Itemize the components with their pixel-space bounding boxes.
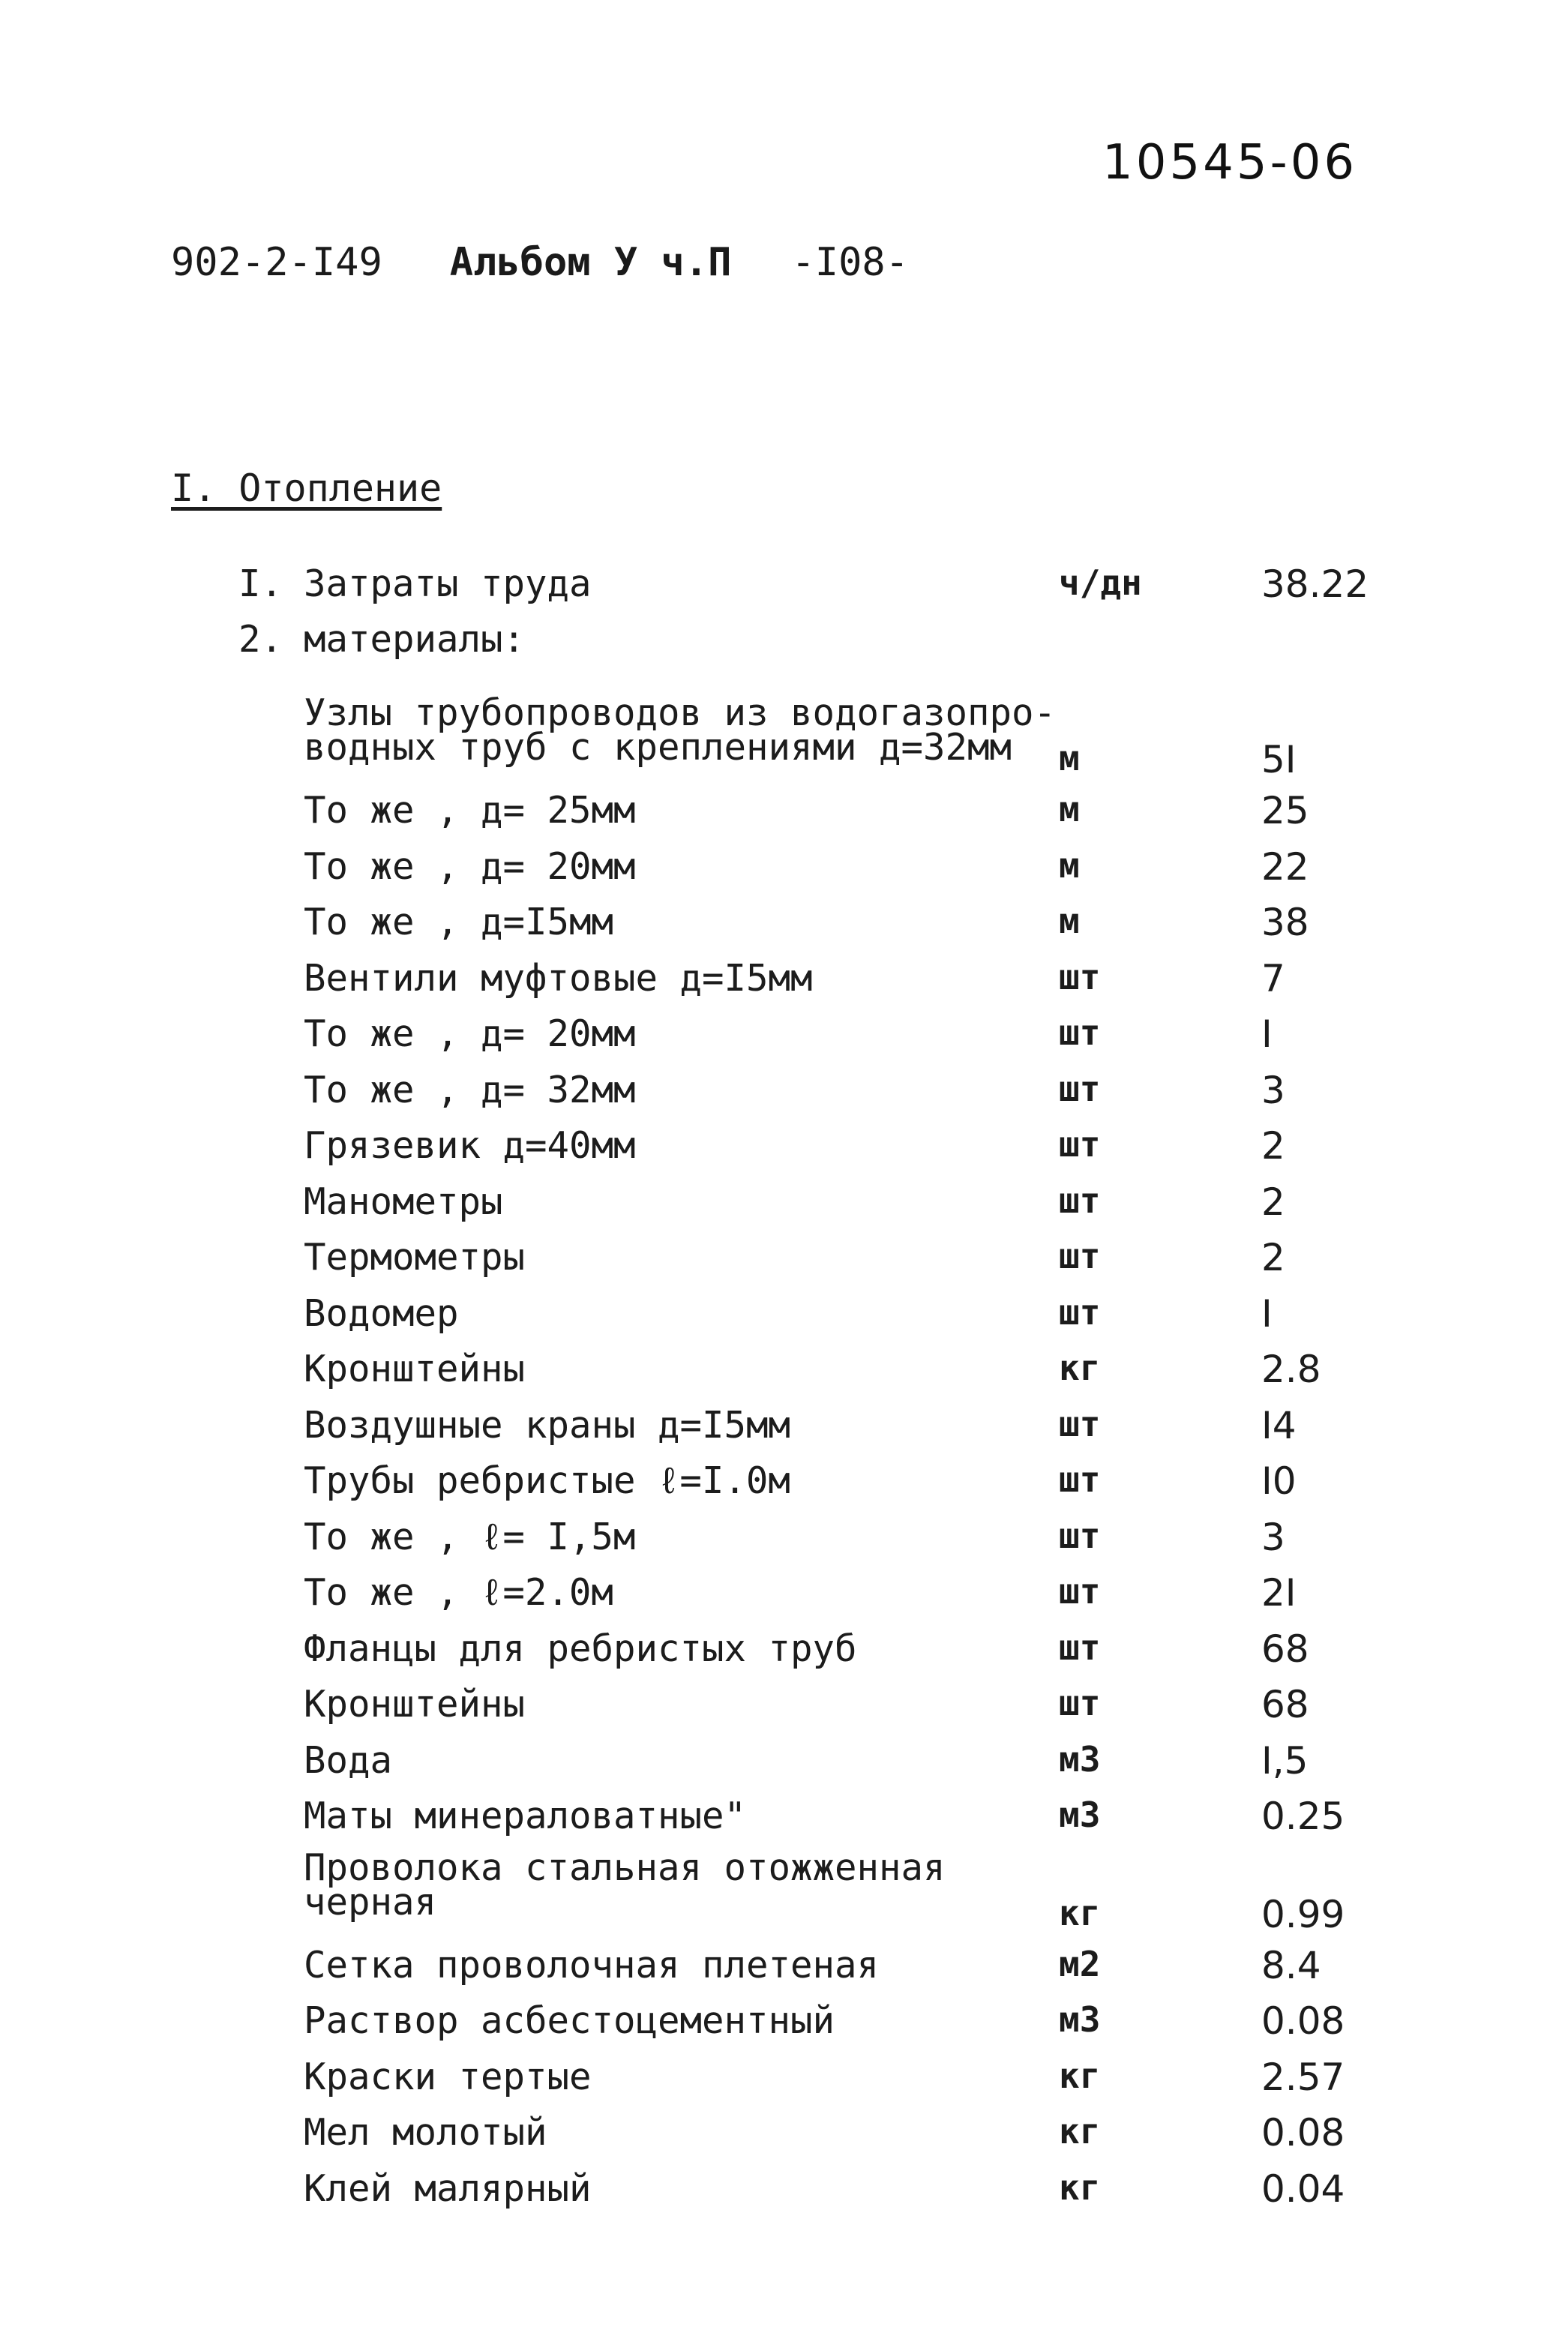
material-row	[0, 2167, 1568, 2220]
material-unit: шт	[1059, 1627, 1101, 1668]
material-row	[0, 1012, 1568, 1065]
material-unit: шт	[1059, 1459, 1101, 1500]
material-name: То же , д=I5мм	[304, 901, 614, 943]
material-quantity: 0.08	[1261, 2111, 1345, 2155]
summary-row	[0, 562, 1568, 615]
material-row	[0, 1999, 1568, 2052]
material-name: Грязевик д=40мм	[304, 1124, 636, 1167]
material-quantity: 2I	[1261, 1571, 1297, 1615]
material-quantity: 5I	[1261, 738, 1297, 781]
material-row	[0, 789, 1568, 841]
material-quantity: I4	[1261, 1403, 1297, 1447]
item-name: Затраты труда	[304, 562, 592, 605]
material-name: То же , д= 32мм	[304, 1068, 636, 1111]
document-header	[171, 240, 909, 285]
project-code: 902-2-I49	[171, 240, 382, 285]
material-row	[0, 957, 1568, 1009]
material-quantity: 68	[1261, 1683, 1309, 1726]
material-quantity: 2	[1261, 1180, 1285, 1224]
material-name: То же , д= 25мм	[304, 789, 636, 832]
material-unit: м	[1059, 901, 1080, 941]
material-row	[0, 901, 1568, 953]
material-quantity: 38	[1261, 901, 1309, 944]
material-row	[0, 1236, 1568, 1288]
material-quantity: 2.8	[1261, 1348, 1321, 1391]
item-number: 2.	[238, 618, 283, 661]
material-quantity: 68	[1261, 1627, 1309, 1671]
section-title: I. Отопление	[171, 466, 442, 510]
material-unit: м3	[1059, 1795, 1101, 1835]
material-unit: шт	[1059, 1180, 1101, 1221]
material-unit: м	[1059, 844, 1080, 886]
material-quantity: I,5	[1261, 1738, 1309, 1783]
material-row	[0, 845, 1568, 898]
material-row	[0, 1627, 1568, 1680]
album-label: Альбом У ч.П	[449, 240, 732, 285]
material-quantity: 0.04	[1261, 2167, 1345, 2211]
material-name: Трубы ребристые ℓ=I.0м	[304, 1459, 790, 1502]
material-quantity: I	[1261, 1291, 1273, 1336]
material-name: Термометры	[304, 1236, 526, 1279]
material-quantity: 25	[1261, 789, 1309, 832]
item-number: I.	[238, 562, 283, 605]
material-name: Сетка проволочная плетеная	[304, 1943, 880, 1987]
material-unit: кг	[1059, 2167, 1101, 2208]
material-unit: шт	[1059, 956, 1101, 997]
material-row	[0, 1348, 1568, 1400]
material-unit: м3	[1059, 1738, 1101, 1780]
material-quantity: 3	[1261, 1068, 1285, 1112]
material-row	[0, 691, 1568, 781]
material-quantity: 2.57	[1261, 2055, 1345, 2099]
material-name: Кронштейны	[304, 1683, 526, 1726]
material-row	[0, 1795, 1568, 1847]
material-unit: шт	[1059, 1124, 1101, 1165]
material-quantity: 22	[1261, 844, 1309, 889]
material-row	[0, 1069, 1568, 1121]
material-name: Водомер	[304, 1291, 459, 1335]
material-unit: шт	[1059, 1683, 1101, 1723]
material-name: То же , ℓ=2.0м	[304, 1571, 613, 1614]
material-name: Манометры	[304, 1180, 503, 1223]
material-name: То же , ℓ= I,5м	[304, 1515, 636, 1558]
material-row	[0, 2111, 1568, 2164]
material-name: Фланцы для ребристых труб	[304, 1627, 857, 1670]
item-name: материалы:	[304, 618, 526, 661]
material-name: Кронштейны	[304, 1348, 526, 1390]
material-row	[0, 1124, 1568, 1177]
material-unit: кг	[1059, 1348, 1101, 1388]
material-unit: м2	[1059, 1943, 1101, 1984]
material-row	[0, 1180, 1568, 1233]
material-quantity: 0.08	[1261, 1999, 1345, 2043]
material-quantity: I0	[1261, 1459, 1297, 1503]
material-name: Вентили муфтовые д=I5мм	[304, 956, 813, 1000]
material-row	[0, 1846, 1568, 1936]
material-unit: шт	[1059, 1068, 1101, 1109]
material-row	[0, 1516, 1568, 1568]
material-row	[0, 1459, 1568, 1512]
page-number: -I08-	[791, 240, 909, 285]
material-quantity: 2	[1261, 1236, 1285, 1279]
material-name: Узлы трубопроводов из водогазопро- водных труб с креплениями д=32мм	[304, 691, 1057, 769]
material-quantity: 0.99	[1261, 1892, 1345, 1936]
material-name: Маты минераловатные"	[304, 1795, 747, 1837]
material-quantity: 2	[1261, 1124, 1285, 1168]
document-stamp: 10545-06	[1102, 135, 1358, 190]
material-row	[0, 1739, 1568, 1792]
material-name: Краски тертые	[304, 2055, 592, 2098]
material-row	[0, 1404, 1568, 1456]
material-name: То же , д= 20мм	[304, 844, 636, 888]
material-unit: шт	[1059, 1012, 1101, 1053]
material-unit: кг	[1059, 1892, 1101, 1933]
item-quantity: 38.22	[1261, 562, 1369, 606]
material-name: Проволока стальная отожженная черная	[304, 1846, 946, 1924]
material-unit: шт	[1059, 1236, 1101, 1276]
material-row	[0, 1944, 1568, 1996]
material-row	[0, 1683, 1568, 1735]
material-name: Раствор асбестоцементный	[304, 1999, 835, 2042]
item-unit: ч/дн	[1059, 562, 1142, 603]
material-quantity: 3	[1261, 1515, 1285, 1559]
material-unit: м3	[1059, 1999, 1101, 2040]
material-quantity: I	[1261, 1012, 1273, 1056]
material-unit: кг	[1059, 2111, 1101, 2152]
material-unit: шт	[1059, 1291, 1101, 1333]
material-name: То же , д= 20мм	[304, 1012, 636, 1055]
material-unit: кг	[1059, 2055, 1101, 2096]
material-quantity: 0.25	[1261, 1795, 1345, 1838]
material-name: Вода	[304, 1738, 393, 1782]
material-name: Воздушные краны д=I5мм	[304, 1403, 791, 1447]
material-unit: шт	[1059, 1571, 1101, 1612]
material-name: Мел молотый	[304, 2111, 547, 2154]
material-row	[0, 2056, 1568, 2108]
material-unit: м	[1059, 789, 1080, 829]
material-unit: шт	[1059, 1403, 1101, 1444]
material-name: Клей малярный	[304, 2167, 592, 2210]
material-unit: м	[1059, 738, 1080, 778]
material-row	[0, 1571, 1568, 1624]
material-quantity: 8.4	[1261, 1943, 1321, 1987]
summary-row	[0, 618, 1568, 670]
material-quantity: 7	[1261, 956, 1285, 1000]
material-row	[0, 1292, 1568, 1345]
material-unit: шт	[1059, 1515, 1101, 1556]
